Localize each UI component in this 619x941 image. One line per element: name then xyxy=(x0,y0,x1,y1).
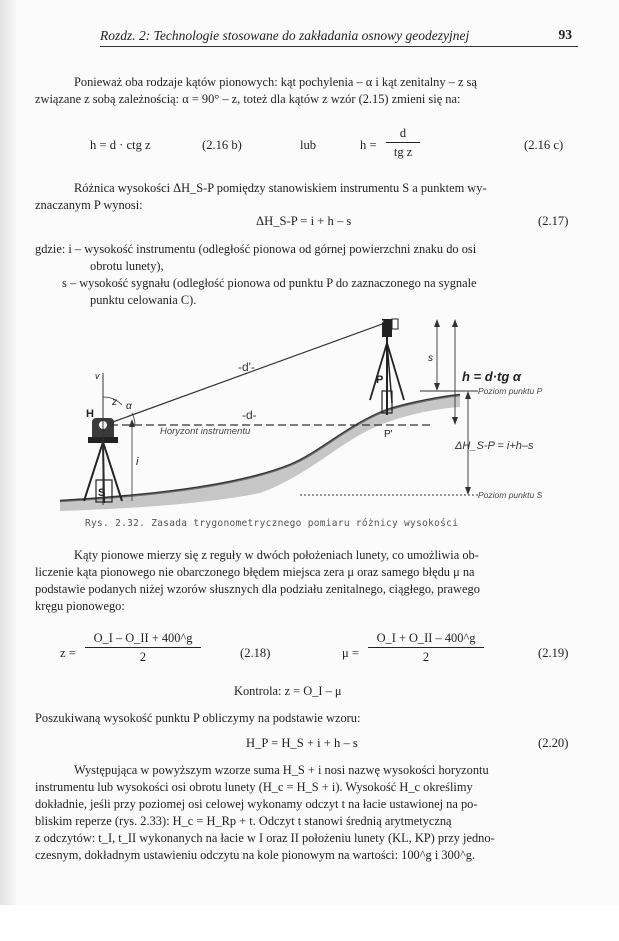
eq-220: H_P = H_S + i + h – s xyxy=(246,736,358,750)
eq-216c-label: (2.16 c) xyxy=(524,138,564,152)
kontrola: Kontrola: z = O_I – μ xyxy=(234,684,342,698)
label-horizon: Horyzont instrumentu xyxy=(160,426,251,437)
final-line-3: dokładnie, jeśli przy poziomej osi celowej wykonamy odczyt t na łacie ustawionej na po- xyxy=(35,797,478,811)
va-line-4: kręgu pionowego: xyxy=(35,599,125,613)
figure-caption: Rys. 2.32. Zasada trygonometrycznego pomiaru różnicy wysokości xyxy=(85,518,459,529)
final-line-5: z odczytów: t_I, t_II wykonanych na łacie w I oraz II położeniu lunety (KL, KP) przy jedno- xyxy=(35,831,495,845)
label-i: i xyxy=(136,456,139,468)
eq-220-label: (2.20) xyxy=(538,736,569,750)
va-line-1: Kąty pionowe mierzy się z reguły w dwóch położeniach lunety, co umożliwia ob- xyxy=(74,548,479,562)
page-bottom-margin xyxy=(0,905,619,941)
eq-217: ΔH_S-P = i + h – s xyxy=(256,214,352,228)
height-intro: Poszukiwaną wysokość punktu P obliczymy na podstawie wzoru: xyxy=(35,711,361,725)
eq-218-denominator: 2 xyxy=(139,650,147,664)
def-i-line-1: gdzie: i – wysokość instrumentu (odległość pionowa od górnej powierzchni znaku do osi xyxy=(35,242,477,256)
eq-219-numerator: O_I + O_II – 400^g xyxy=(368,631,484,648)
def-i-line-2: obrotu lunety), xyxy=(90,259,164,273)
label-p: P xyxy=(376,374,384,386)
intro-line-1: Ponieważ oba rodzaje kątów pionowych: kąt pochylenia – α i kąt zenitalny – z są xyxy=(74,75,477,89)
eq-216c-fraction xyxy=(386,126,420,160)
label-level-s: Poziom punktu S xyxy=(478,490,543,500)
eq-216c-denominator: tg z xyxy=(393,145,413,159)
eq-216c-numerator: d xyxy=(386,126,420,143)
running-title: Rozdz. 2: Technologie stosowane do zakładania osnowy geodezyjnej xyxy=(100,28,470,43)
label-alpha: α xyxy=(126,401,132,412)
label-h-formula: h = d·tg α xyxy=(462,369,521,384)
signal-target xyxy=(370,319,404,415)
running-header xyxy=(100,26,578,47)
label-d-prime: -d'- xyxy=(238,360,255,374)
diff-line-1: Różnica wysokości ΔH_S-P pomiędzy stanowiskiem instrumentu S a punktem wy- xyxy=(74,181,487,195)
label-s-dim: s xyxy=(428,353,433,364)
eq-218-numerator: O_I – O_II + 400^g xyxy=(85,631,201,648)
va-line-2: liczenie kąta pionowego nie obarczonego błędem miejsca zera μ oraz samego błędu μ na xyxy=(35,565,475,579)
eq-218-label: (2.18) xyxy=(240,646,271,660)
label-level-p: Poziom punktu P xyxy=(478,386,543,396)
label-z: z xyxy=(112,397,117,408)
final-line-6: czesnym, dokładnym ustawieniu odczytu na kole pionowym na wartości: 100^g i 300^g. xyxy=(35,848,476,862)
eq-218-fraction xyxy=(85,631,201,665)
intro-line-2: związane z sobą zależnością: α = 90° – z, toteż dla kątów z wzór (2.15) zmieni się na: xyxy=(35,92,461,106)
def-s-line-1: s – wysokość sygnału (odległość pionowa od punktu P do zaznaczonego na sygnale xyxy=(62,276,477,290)
label-p-prime: P' xyxy=(384,429,393,440)
page-number: 93 xyxy=(558,27,572,42)
eq-216b: h = d · ctg z xyxy=(90,138,151,152)
va-line-3: podstawie podanych niżej wzorów słusznych dla podziału zenitalnego, ciągłego, prawego xyxy=(35,582,480,596)
eq-216c-lhs: h = xyxy=(360,138,377,152)
def-s-line-2: punktu celowania C). xyxy=(90,293,197,307)
eq-218-lhs: z = xyxy=(60,646,76,660)
label-delta-h: ΔH_S-P = i+h–s xyxy=(455,440,534,452)
label-s: S xyxy=(98,487,106,499)
eq-219-label: (2.19) xyxy=(538,646,569,660)
eq-216b-label: (2.16 b) xyxy=(202,138,242,152)
trig-leveling-figure xyxy=(0,305,619,520)
label-v: v xyxy=(95,371,100,381)
final-line-4: bliskim reperze (rys. 2.33): H_c = H_Rp + t. Odczyt t stanowi średnią arytmetyczną xyxy=(35,814,452,828)
diff-line-2: znaczanym P wynosi: xyxy=(35,198,143,212)
final-line-2: instrumentu lub wysokości osi obrotu lunety (H_c = H_S + i). Wysokość H_c określimy xyxy=(35,780,473,794)
label-d: -d- xyxy=(242,408,257,422)
final-line-1: Występująca w powyższym wzorze suma H_S + i nosi nazwę wysokości horyzontu xyxy=(74,763,489,777)
label-h: H xyxy=(86,408,94,420)
eq-217-label: (2.17) xyxy=(538,214,569,228)
eq-216-connector: lub xyxy=(300,138,317,152)
eq-219-lhs: μ = xyxy=(342,646,360,660)
eq-219-denominator: 2 xyxy=(422,650,430,664)
label-c: C xyxy=(376,314,384,326)
eq-219-fraction xyxy=(368,631,484,665)
